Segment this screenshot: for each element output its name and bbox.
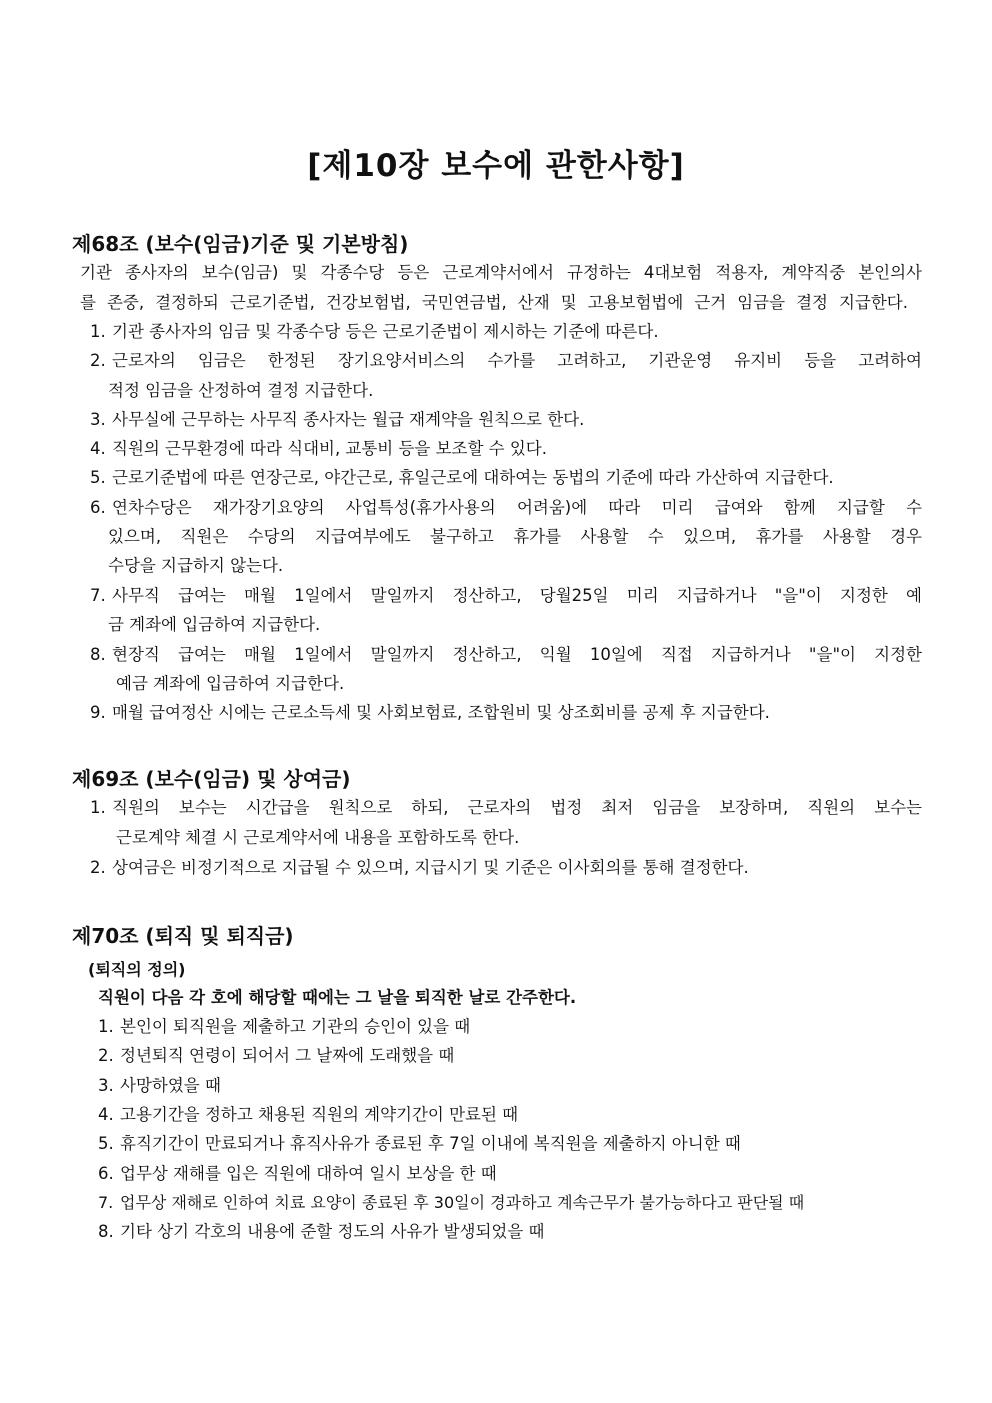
list-item-line: 예금 계좌에 입금하여 지급한다. (116, 674, 345, 693)
list-item-line: 근로계약 체결 시 근로계약서에 내용을 포함하도록 한다. (116, 828, 520, 847)
article-68-heading: 제68조 (보수(임금)기준 및 기본방침) (72, 232, 409, 256)
subheading: (퇴직의 정의) (88, 960, 186, 979)
list-item-line: 적정 임금을 산정하여 결정 지급한다. (108, 381, 374, 400)
list-item: 6. 업무상 재해를 입은 직원에 대하여 일시 보상을 한 때 (98, 1164, 497, 1183)
list-item: 3. 사무실에 근무하는 사무직 종사자는 월급 재계약을 원칙으로 한다. (90, 410, 585, 429)
list-item: 8. 기타 상기 각호의 내용에 준할 정도의 사유가 발생되었을 때 (98, 1222, 545, 1241)
list-item-line: 직원의 보수는 시간급을 원칙으로 하되, 근로자의 법정 최저 임금을 보장하며, 직원의 보수는 (112, 798, 922, 817)
list-item-line: 사무직 급여는 매월 1일에서 말일까지 정산하고, 당월25일 미리 지급하거나 "을"이 지정한 예 (112, 586, 922, 605)
list-item-number: 7. (90, 586, 106, 605)
list-item-line: 현장직 급여는 매월 1일에서 말일까지 정산하고, 익월 10일에 직접 지급하거나 "을"이 지정한 (112, 645, 922, 664)
list-item-line: 금 계좌에 입금하여 지급한다. (108, 615, 321, 634)
list-item-line: 근로자의 임금은 한정된 장기요양서비스의 수가를 고려하고, 기관운영 유지비 등을 고려하여 (112, 351, 922, 370)
list-item: 4. 고용기간을 정하고 채용된 직원의 계약기간이 만료된 때 (98, 1105, 519, 1124)
list-item: 5. 휴직기간이 만료되거나 휴직사유가 종료된 후 7일 이내에 복직원을 제출하지 아니한 때 (98, 1134, 741, 1153)
list-item: 5. 근로기준법에 따른 연장근로, 야간근로, 휴일근로에 대하여는 동법의 기준에 따라 가산하여 지급한다. (90, 468, 834, 487)
list-item-line: 수당을 지급하지 않는다. (108, 556, 284, 575)
article-69-heading: 제69조 (보수(임금) 및 상여금) (72, 767, 351, 791)
chapter-title: [제10장 보수에 관한사항] (307, 148, 685, 184)
list-item: 7. 업무상 재해로 인하여 치료 요양이 종료된 후 30일이 경과하고 계속근무가 불가능하다고 판단될 때 (98, 1193, 805, 1212)
list-item-line: 연차수당은 재가장기요양의 사업특성(휴가사용의 어려움)에 따라 미리 급여와 함께 지급할 수 (112, 498, 922, 517)
list-item: 9. 매월 급여정산 시에는 근로소득세 및 사회보험료, 조합원비 및 상조회비를 공제 후 지급한다. (90, 703, 770, 722)
list-item-number: 2. (90, 351, 106, 370)
list-item: 3. 사망하였을 때 (98, 1076, 221, 1095)
list-item-line: 있으며, 직원은 수당의 지급여부에도 불구하고 휴가를 사용할 수 있으며, 휴가를 사용할 경우 (108, 527, 922, 546)
list-item-number: 8. (90, 645, 106, 664)
article-68-intro-line-2: 를 존중, 결정하되 근로기준법, 건강보험법, 국민연금법, 산재 및 고용보험법에 근거 임금을 결정 지급한다. (80, 293, 908, 312)
list-item: 4. 직원의 근무환경에 따라 식대비, 교통비 등을 보조할 수 있다. (90, 439, 547, 458)
lead-sentence: 직원이 다음 각 호에 해당할 때에는 그 날을 퇴직한 날로 간주한다. (98, 988, 577, 1007)
list-item: 2. 정년퇴직 연령이 되어서 그 날짜에 도래했을 때 (98, 1046, 455, 1065)
list-item-number: 6. (90, 498, 106, 517)
list-item: 2. 상여금은 비정기적으로 지급될 수 있으며, 지급시기 및 기준은 이사회의를 통해 결정한다. (90, 858, 749, 877)
list-item: 1. 본인이 퇴직원을 제출하고 기관의 승인이 있을 때 (98, 1017, 471, 1036)
list-item: 1. 기관 종사자의 임금 및 각종수당 등은 근로기준법이 제시하는 기준에 따른다. (90, 322, 659, 341)
article-68-intro-line-1: 기관 종사자의 보수(임금) 및 각종수당 등은 근로계약서에서 규정하는 4대보험 적용자, 계약직중 본인의사 (80, 263, 922, 282)
article-70-heading: 제70조 (퇴직 및 퇴직금) (72, 924, 294, 948)
list-item-number: 1. (90, 798, 106, 817)
